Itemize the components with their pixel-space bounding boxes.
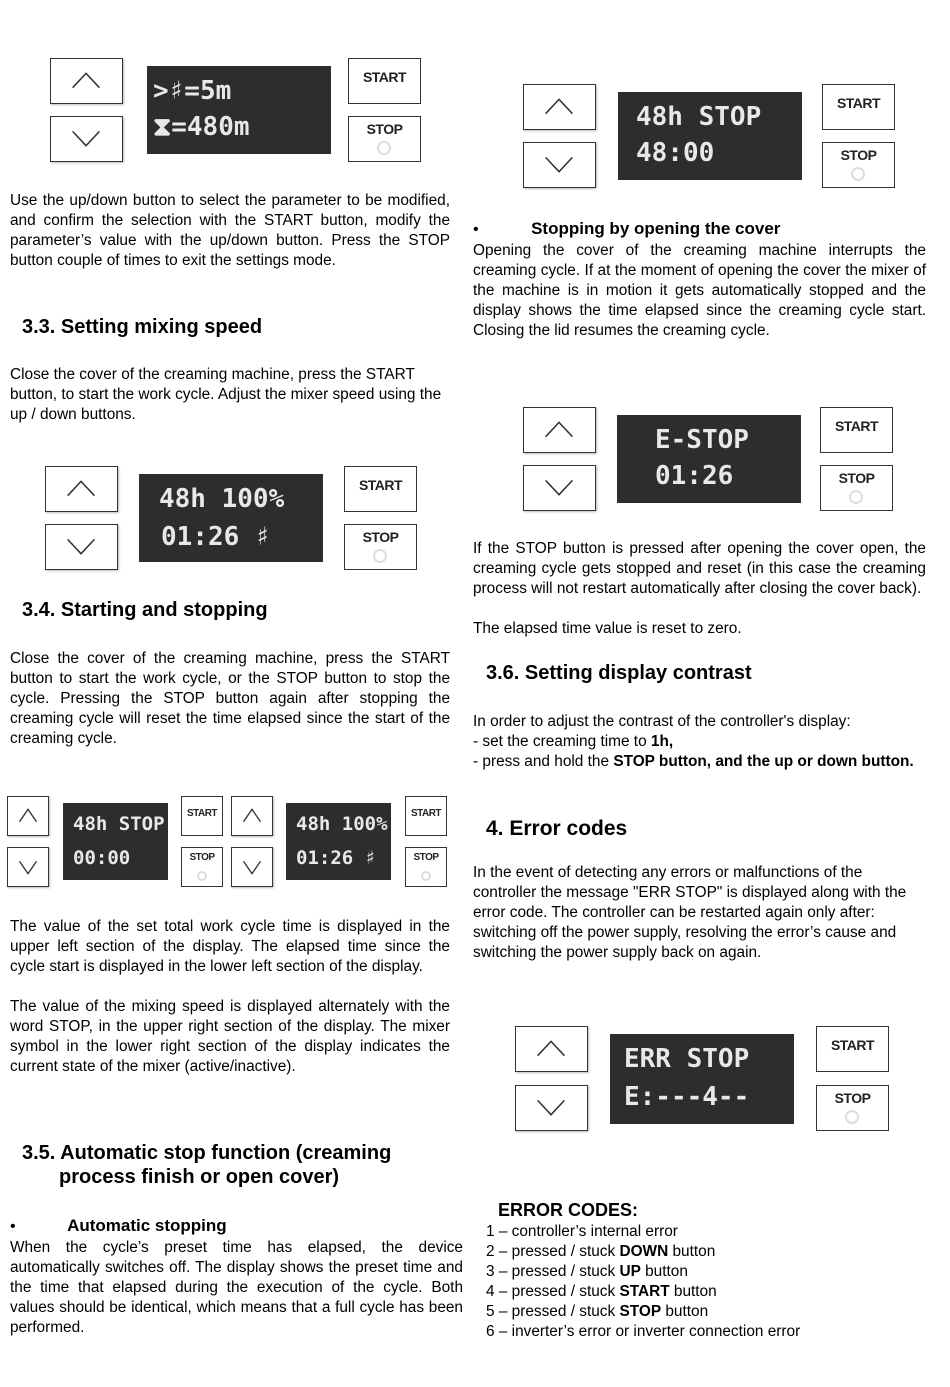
section-3-5-title-line-1: 3.5. Automatic stop function (creaming <box>22 1142 392 1164</box>
start-label: START <box>362 69 407 85</box>
lcd-line-1: ERR STOP <box>624 1044 750 1074</box>
chevron-down-icon <box>524 466 595 510</box>
stop-button[interactable] <box>405 847 447 887</box>
contrast-intro: In order to adjust the contrast of the controller's display: <box>473 713 851 730</box>
down-button[interactable] <box>523 142 596 188</box>
chevron-up-icon <box>516 1027 587 1071</box>
lcd-line-1: 48h STOP <box>73 813 165 835</box>
section-3-3-text: Close the cover of the creaming machine, press the START button, to start the work cycle. Adjust the mixer speed using the up / down buttons. <box>10 366 442 423</box>
start-label: START <box>836 95 881 111</box>
bullet-icon: • <box>473 221 479 238</box>
up-button[interactable] <box>7 796 49 836</box>
start-button[interactable] <box>816 1026 889 1072</box>
start-label: START <box>830 1037 875 1053</box>
lcd-display <box>610 1034 794 1124</box>
stop-label: STOP <box>838 470 875 486</box>
section-3-3-title: 3.3. Setting mixing speed <box>22 316 263 338</box>
contrast-step-1-text: - set the creaming time to <box>473 733 651 750</box>
stop-label: STOP <box>366 121 403 137</box>
stop-led-icon <box>197 871 207 881</box>
start-button[interactable] <box>820 407 893 453</box>
lcd-display <box>286 803 391 880</box>
lcd-line-2: ⧗=480m <box>153 112 250 142</box>
error-code-suffix: button <box>668 1243 716 1260</box>
automatic-stopping-title: Automatic stopping <box>67 1216 227 1235</box>
error-code-button: START <box>619 1283 670 1300</box>
section-3-4-text: Close the cover of the creaming machine, press the START button to start the work cycle, or the STOP button to stop the cycle. Pressing the STOP button again after stopping the creaming cycle will reset the time elapsed since the start of the creaming cycle. <box>10 650 450 747</box>
error-code-text: 6 – inverter’s error or inverter connection error <box>486 1323 801 1340</box>
up-button[interactable] <box>50 58 123 104</box>
error-code-button: STOP <box>619 1303 662 1320</box>
start-button[interactable] <box>181 796 223 836</box>
error-code-item <box>486 1242 800 1262</box>
error-codes-list <box>486 1222 800 1342</box>
cover-stopping-title: Stopping by opening the cover <box>531 219 781 238</box>
stop-label: STOP <box>840 147 877 163</box>
error-code-text: 1 – controller’s internal error <box>486 1223 678 1240</box>
chevron-up-icon <box>8 797 48 835</box>
chevron-down-icon <box>51 117 122 161</box>
down-button[interactable] <box>231 847 273 887</box>
section-3-4-title: 3.4. Starting and stopping <box>22 599 268 621</box>
stop-led-icon <box>849 490 863 504</box>
error-code-suffix: button <box>669 1283 717 1300</box>
down-button[interactable] <box>515 1085 588 1131</box>
error-code-button: DOWN <box>619 1243 669 1260</box>
lcd-line-1: 48h STOP <box>636 102 762 132</box>
stop-button[interactable] <box>344 524 417 570</box>
start-button[interactable] <box>344 466 417 512</box>
down-button[interactable] <box>45 524 118 570</box>
contrast-step-2 <box>473 752 926 772</box>
up-button[interactable] <box>231 796 273 836</box>
intro-paragraph: Use the up/down button to select the parameter to be modified, and confirm the selection with the START button, modify the parameter’s value with the up/down button. Press the STOP button couple of times to exit the settings mode. <box>10 192 450 269</box>
section-4-title: 4. Error codes <box>486 817 628 840</box>
lcd-line-2: 01:26 ♯ <box>161 522 271 552</box>
lcd-display <box>63 803 168 880</box>
lcd-line-2: 01:26 ♯ <box>296 847 377 869</box>
stop-button[interactable] <box>348 116 421 162</box>
error-code-suffix: button <box>640 1263 688 1280</box>
stop-led-icon <box>373 549 387 563</box>
start-button[interactable] <box>822 84 895 130</box>
start-label: START <box>358 477 403 493</box>
chevron-up-icon <box>46 467 117 511</box>
lcd-display <box>147 66 331 154</box>
section-3-6-title: 3.6. Setting display contrast <box>486 662 752 684</box>
lcd-line-2: E:---4-- <box>624 1082 750 1112</box>
contrast-step-2-bold: STOP button, and the up or down button. <box>613 753 914 770</box>
chevron-up-icon <box>524 408 595 452</box>
estop-text-2: The elapsed time value is reset to zero. <box>473 620 742 637</box>
error-code-item <box>486 1282 800 1302</box>
start-button[interactable] <box>348 58 421 104</box>
chevron-up-icon <box>524 85 595 129</box>
section-3-5-title-line-2: process finish or open cover) <box>59 1166 340 1188</box>
chevron-down-icon <box>46 525 117 569</box>
chevron-down-icon <box>232 848 272 886</box>
start-button[interactable] <box>405 796 447 836</box>
error-code-item <box>486 1222 800 1242</box>
down-button[interactable] <box>523 465 596 511</box>
lcd-display <box>618 92 802 180</box>
error-codes-heading: ERROR CODES: <box>498 1200 639 1220</box>
lcd-display <box>617 415 801 503</box>
chevron-down-icon <box>524 143 595 187</box>
stop-led-icon <box>851 167 865 181</box>
chevron-down-icon <box>8 848 48 886</box>
cover-stopping-text: Opening the cover of the creaming machine interrupts the creaming cycle. If at the moment of opening the cover the mixer of the machine is in motion it gets automatically stopped and the display shows the time elapsed since the creaming cycle start. Closing the lid resumes the creaming cycle. <box>473 242 926 339</box>
lcd-line-1: E-STOP <box>655 425 749 455</box>
stop-led-icon <box>421 871 431 881</box>
contrast-step-1 <box>473 732 926 752</box>
error-code-text: 2 – pressed / stuck <box>486 1243 620 1260</box>
up-button[interactable] <box>523 407 596 453</box>
stop-button[interactable] <box>181 847 223 887</box>
error-code-item <box>486 1262 800 1282</box>
down-button[interactable] <box>50 116 123 162</box>
lcd-line-2: 00:00 <box>73 847 131 869</box>
automatic-stopping-text: When the cycle’s preset time has elapsed, the device automatically switches off. The display shows the preset time and the time that elapsed during the execution of the cycle. Both values should be identical, which means that a full cycle has been performed. <box>10 1239 463 1336</box>
stop-button[interactable] <box>820 465 893 511</box>
up-button[interactable] <box>523 84 596 130</box>
automatic-stopping-heading <box>10 1216 227 1237</box>
error-code-item <box>486 1322 800 1342</box>
contrast-step-2-text: - press and hold the <box>473 753 614 770</box>
up-button[interactable] <box>515 1026 588 1072</box>
lcd-display <box>139 474 323 562</box>
start-label: START <box>410 808 442 819</box>
stop-label: STOP <box>362 529 399 545</box>
error-code-item <box>486 1302 800 1322</box>
start-label: START <box>834 418 879 434</box>
stop-led-icon <box>845 1110 859 1124</box>
start-label: START <box>186 808 218 819</box>
stop-label: STOP <box>413 852 439 863</box>
lcd-line-1: 48h 100% <box>296 813 388 835</box>
error-code-suffix: button <box>661 1303 709 1320</box>
down-button[interactable] <box>7 847 49 887</box>
lcd-line-2: 48:00 <box>636 138 715 168</box>
stop-button[interactable] <box>822 142 895 188</box>
estop-text: If the STOP button is pressed after opening the cover open, the creaming cycle gets stopped and reset (in this case the creaming process will not restart automatically after closing the cover back). <box>473 540 926 597</box>
error-code-text: 4 – pressed / stuck <box>486 1283 620 1300</box>
contrast-step-1-bold: 1h, <box>650 733 674 750</box>
lcd-line-1: 48h 100% <box>159 484 285 514</box>
up-button[interactable] <box>45 466 118 512</box>
chevron-up-icon <box>51 59 122 103</box>
error-code-button: UP <box>619 1263 641 1280</box>
error-code-text: 5 – pressed / stuck <box>486 1303 620 1320</box>
display-description-1: The value of the set total work cycle time is displayed in the upper left section of the display. The elapsed time since the cycle start is displayed in the lower left section of the display. <box>10 918 450 975</box>
error-code-text: 3 – pressed / stuck <box>486 1263 620 1280</box>
stop-label: STOP <box>834 1090 871 1106</box>
lcd-line-1: >♯=5m <box>153 76 232 106</box>
cover-stopping-heading <box>473 219 780 240</box>
display-description-2: The value of the mixing speed is displayed alternately with the word STOP, in the upper right section of the display. The mixer symbol in the lower right section of the display indicates the current state of the mixer (active/inactive). <box>10 998 450 1075</box>
stop-button[interactable] <box>816 1085 889 1131</box>
error-codes-text: In the event of detecting any errors or malfunctions of the controller the message "ERR STOP" is displayed along with the error code. The controller can be restarted again only after: switching off the power supply, resolving the error’s cause and switching the power supply back on again. <box>473 864 907 961</box>
lcd-line-2: 01:26 <box>655 461 734 491</box>
chevron-up-icon <box>232 797 272 835</box>
stop-led-icon <box>377 141 391 155</box>
stop-label: STOP <box>189 852 215 863</box>
chevron-down-icon <box>516 1086 587 1130</box>
bullet-icon: • <box>10 1218 16 1235</box>
